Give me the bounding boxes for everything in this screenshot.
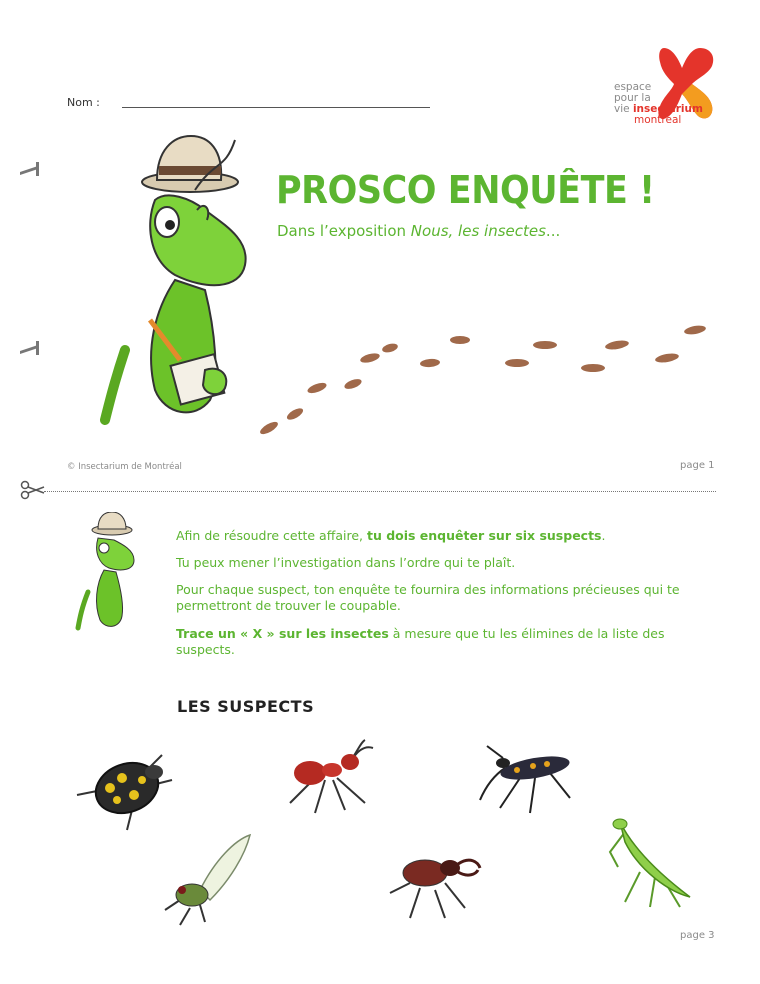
logo-wordmark (614, 82, 703, 126)
logo-line-1: espace (614, 81, 652, 93)
p4-suffix: à mesure que tu les élimines de la liste des suspects. (176, 626, 665, 657)
assassin-bug-icon[interactable] (475, 738, 585, 838)
cicada-icon[interactable] (160, 830, 270, 930)
stag-beetle-icon[interactable] (380, 838, 490, 938)
footprints-trail-icon (255, 318, 725, 438)
instruction-paragraph-4 (176, 626, 716, 658)
instruction-paragraph-2: Tu peux mener l’investigation dans l’ordre qui te plaît. (176, 555, 516, 570)
p4-emphasis: Trace un « X » sur les insectes (176, 626, 389, 641)
copyright-text: © Insectarium de Montréal (67, 462, 182, 472)
subtitle-suffix: ... (545, 222, 561, 240)
p1-prefix: Afin de résoudre cette affaire, (176, 528, 367, 543)
binder-hole-icon (18, 339, 40, 357)
ladybug-beetle-icon[interactable] (72, 740, 182, 840)
logo-city: montréal (634, 114, 682, 126)
p1-emphasis: tu dois enquêter sur six suspects (366, 528, 602, 543)
praying-mantis-icon[interactable] (600, 812, 710, 912)
ant-icon[interactable] (275, 738, 385, 838)
logo-line-2: pour la (614, 92, 651, 104)
binder-hole-icon (18, 160, 40, 178)
name-field-line[interactable] (122, 107, 430, 108)
page-number: page 1 (680, 460, 715, 471)
page-subtitle (277, 222, 560, 240)
subtitle-exhibit: Nous, les insectes (410, 222, 546, 240)
page-title: PROSCO ENQUÊTE ! (276, 168, 655, 212)
suspects-heading: LES SUSPECTS (177, 697, 315, 716)
instruction-paragraph-1 (176, 528, 716, 544)
scissors-icon (20, 480, 46, 500)
page-number: page 3 (680, 930, 715, 941)
logo-line-3-prefix: vie (614, 103, 633, 115)
cut-line-divider (44, 491, 716, 492)
logo-brand: insectarium (632, 103, 703, 115)
subtitle-prefix: Dans l’exposition (277, 222, 411, 240)
detective-grasshopper-small-icon (74, 512, 144, 632)
name-label: Nom : (67, 96, 100, 109)
instruction-paragraph-3: Pour chaque suspect, ton enquête te fournira des informations précieuses qui te permettront de trouver le coupable. (176, 582, 680, 613)
p1-suffix: . (601, 528, 606, 543)
